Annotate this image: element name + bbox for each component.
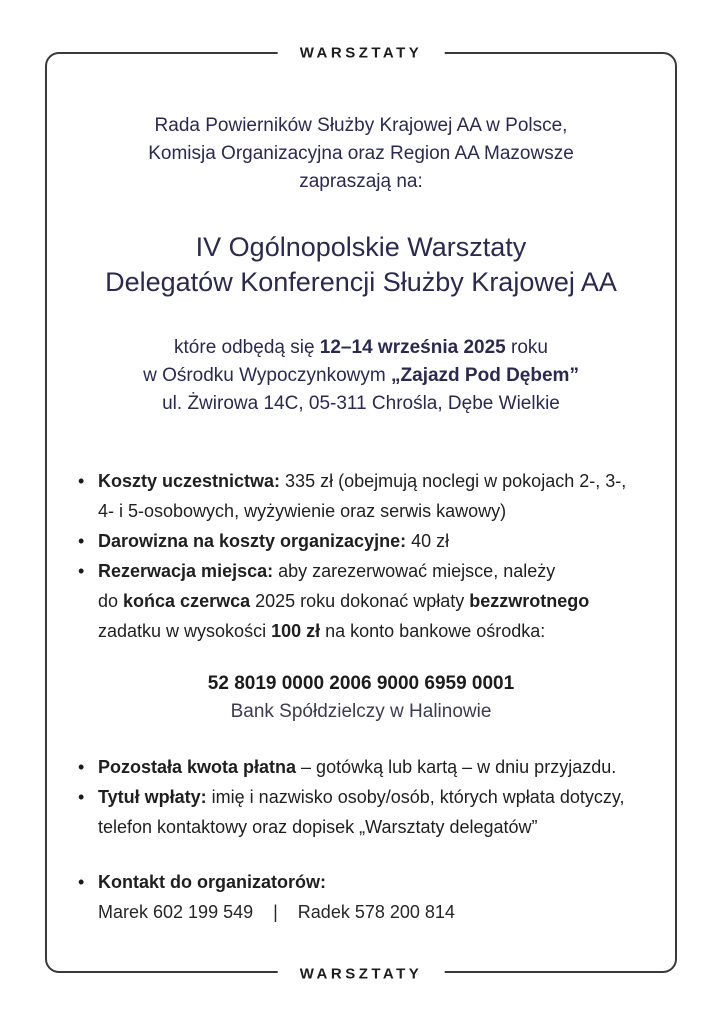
text-line: Rezerwacja miejsca: aby zarezerwować miejsce, należy bbox=[98, 561, 556, 581]
bank-name: Bank Spółdzielczy w Halinowie bbox=[230, 701, 492, 722]
text-line: Koszty uczestnictwa: 335 zł (obejmują noclegi w pokojach 2-, 3-, bbox=[98, 471, 627, 491]
bullet-kontakt-do-organizatorow bbox=[78, 867, 644, 897]
event-date-location bbox=[78, 334, 644, 418]
contact-section bbox=[78, 867, 644, 927]
text-line: zadatku w wysokości 100 zł na konto bankowe ośrodka: bbox=[98, 621, 546, 641]
text-line: które odbędą się 12–14 września 2025 roku bbox=[174, 337, 548, 358]
contact-phones: Marek 602 199 549 | Radek 578 200 814 bbox=[98, 902, 455, 922]
workshop-banner-top-label: WARSZTATY bbox=[299, 44, 423, 62]
flyer-content bbox=[45, 52, 677, 927]
bullet-text bbox=[98, 867, 644, 897]
bullet-darowizna bbox=[78, 526, 644, 556]
bullet-icon: • bbox=[78, 872, 85, 892]
text-line: Darowizna na koszty organizacyjne: 40 zł bbox=[98, 531, 450, 551]
text-line: zapraszają na: bbox=[299, 171, 423, 192]
text-line: do końca czerwca 2025 roku dokonać wpłaty bezzwrotnego bbox=[98, 591, 590, 611]
bullet-rezerwacja-miejsca bbox=[78, 556, 644, 646]
bullet-text bbox=[98, 556, 644, 646]
text-line: Kontakt do organizatorów: bbox=[98, 872, 326, 892]
text-line: Delegatów Konferencji Służby Krajowej AA bbox=[105, 267, 617, 297]
costs-list bbox=[78, 466, 644, 646]
text-line: Rada Powierników Służby Krajowej AA w Polsce, bbox=[154, 115, 568, 136]
bullet-text bbox=[98, 526, 644, 556]
text-line: ul. Żwirowa 14C, 05-311 Chrośla, Dębe Wielkie bbox=[162, 393, 560, 414]
bank-account-number: 52 8019 0000 2006 9000 6959 0001 bbox=[207, 673, 515, 694]
event-title bbox=[78, 230, 644, 300]
workshop-banner-bottom-label: WARSZTATY bbox=[299, 965, 423, 983]
bullet-koszty-uczestnictwa bbox=[78, 466, 644, 526]
bullet-icon: • bbox=[78, 561, 85, 581]
bullet-text bbox=[98, 752, 644, 782]
bullet-pozostala-kwota bbox=[78, 752, 644, 782]
bullet-tytul-wplaty bbox=[78, 782, 644, 842]
bullet-icon: • bbox=[78, 471, 85, 491]
bullet-icon: • bbox=[78, 757, 85, 777]
bullet-icon: • bbox=[78, 787, 85, 807]
bank-details bbox=[78, 670, 644, 726]
text-line: Pozostała kwota płatna – gotówką lub kartą – w dniu przyjazdu. bbox=[98, 757, 617, 777]
contact-heading bbox=[78, 867, 644, 897]
text-line: w Ośrodku Wypoczynkowym „Zajazd Pod Dębem” bbox=[143, 365, 579, 386]
invitation-text bbox=[78, 112, 644, 196]
text-line: Tytuł wpłaty: imię i nazwisko osoby/osób, których wpłata dotyczy, bbox=[98, 787, 625, 807]
workshop-banner-bottom bbox=[278, 966, 445, 983]
text-line: Komisja Organizacyjna oraz Region AA Mazowsze bbox=[148, 143, 574, 164]
payment-list bbox=[78, 752, 644, 842]
text-line: IV Ogólnopolskie Warsztaty bbox=[195, 232, 527, 262]
text-line: telefon kontaktowy oraz dopisek „Warsztaty delegatów” bbox=[98, 817, 538, 837]
bullet-text bbox=[98, 782, 644, 842]
bullet-text bbox=[98, 466, 644, 526]
text-line: 4- i 5-osobowych, wyżywienie oraz serwis kawowy) bbox=[98, 501, 507, 521]
bullet-icon: • bbox=[78, 531, 85, 551]
